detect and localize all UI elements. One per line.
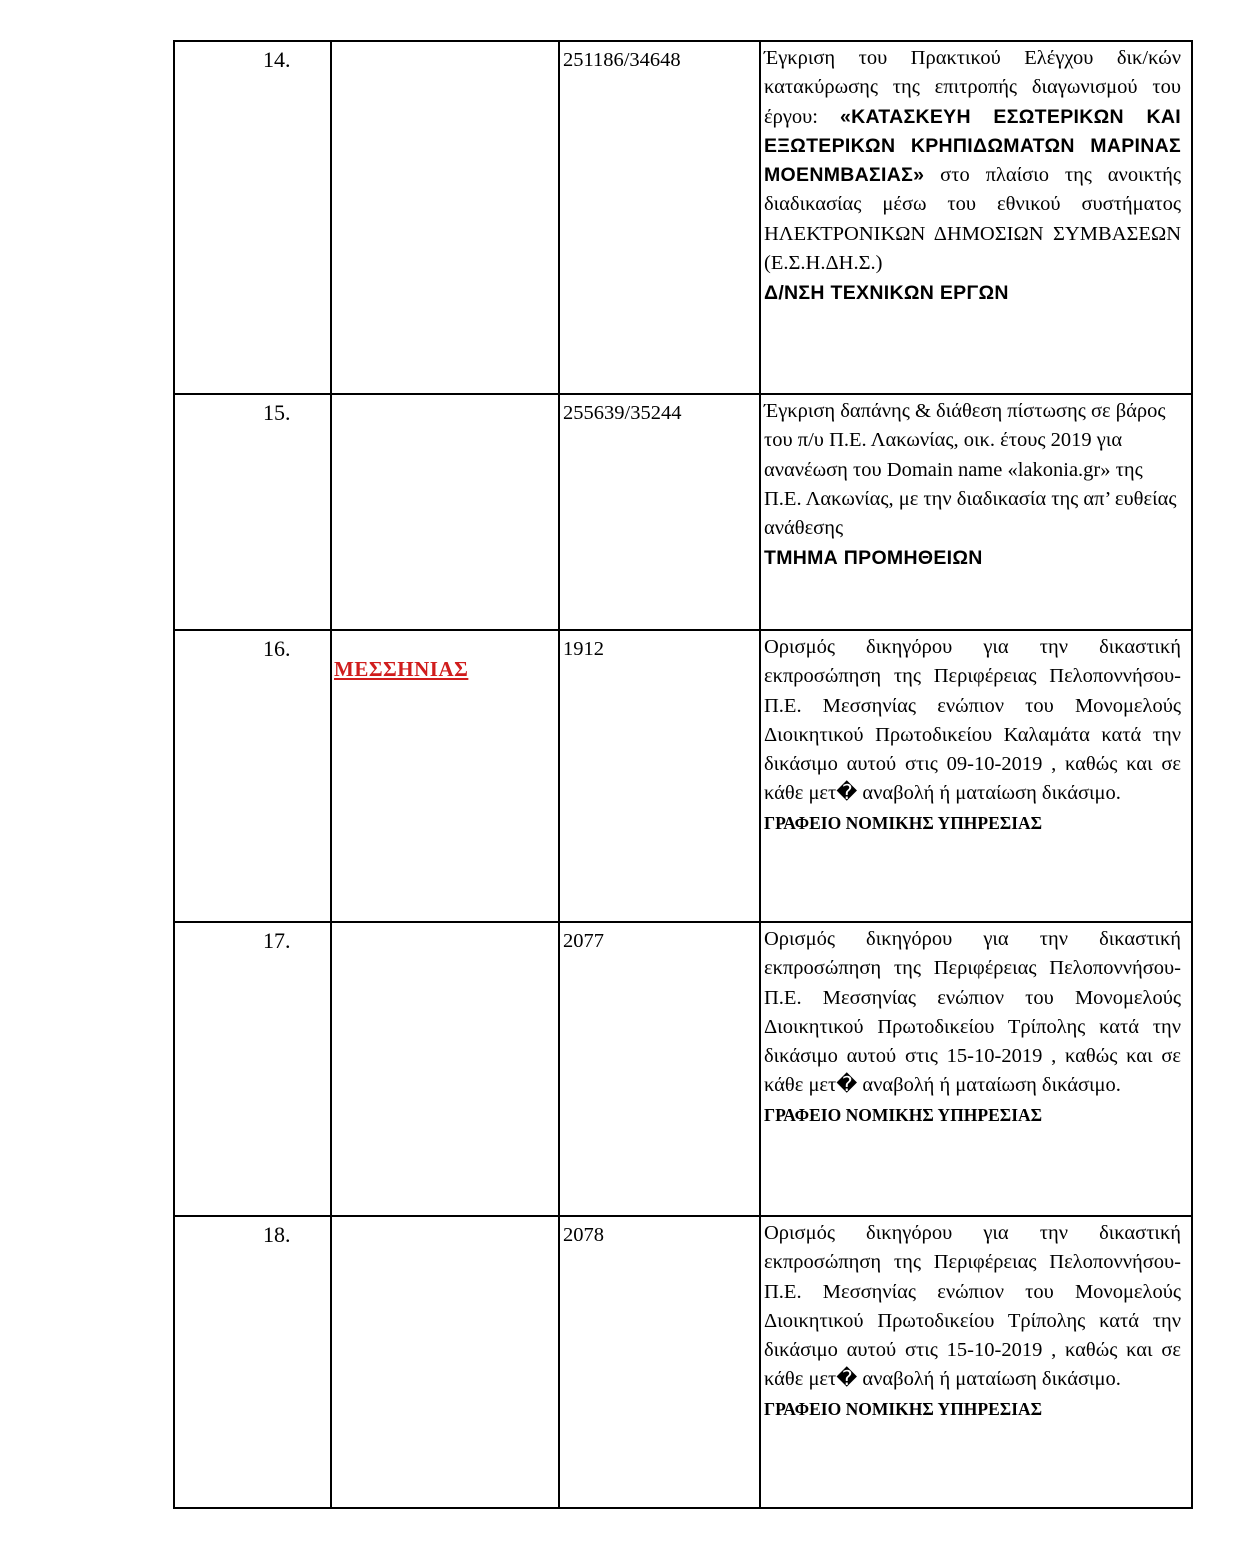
unit-cell — [331, 922, 559, 1216]
subject-text: Έγκριση δαπάνης & διάθεση πίστωσης σε βάρος του π/υ Π.Ε. Λακωνίας, οικ. έτους 2019 για ανανέωση του Domain name «lakonia.gr» της Π.Ε. Λακωνίας, με την διαδικασία της απ’ ευθείας ανάθεσης — [764, 400, 1177, 540]
department-label: ΓΡΑΦΕΙΟ ΝΟΜΙΚΗΣ ΥΠΗΡΕΣΙΑΣ — [764, 812, 1043, 833]
table-row — [174, 394, 1192, 630]
item-number-cell — [174, 922, 331, 1216]
protocol-number: 1912 — [563, 638, 604, 660]
item-number: 15. — [263, 400, 291, 425]
subject-text: Ορισμός δικηγόρου για την δικαστική εκπροσώπηση της Περιφέρειας Πελοποννήσου-Π.Ε. Μεσσηνίας ενώπιον του Μονομελούς Διοικητικού Πρωτοδικείου Καλαμάτα κατά την δικάσιμο αυτού στις 09-10-2019 , καθώς και σε κάθε μετ� αναβολή ή ματαίωση δικάσιμο. — [764, 636, 1181, 805]
subject-rest: στο πλαίσιο της ανοικτής διαδικασίας μέσω του εθνικού συστήματος ΗΛΕΚΤΡΟΝΙΚΩΝ ΔΗΜΟΣΙΩΝ ΣΥΜΒΑΣΕΩΝ (Ε.Σ.Η.ΔΗ.Σ.) — [764, 164, 1181, 275]
item-number-cell — [174, 394, 331, 630]
item-number: 16. — [263, 636, 291, 661]
item-number-cell — [174, 41, 331, 394]
unit-cell — [331, 1216, 559, 1508]
unit-cell — [331, 630, 559, 922]
protocol-cell — [559, 922, 760, 1216]
protocol-number: 2077 — [563, 930, 604, 952]
subject-project-title: «ΚΑΤΑΣΚΕΥΗ ΕΣΩΤΕΡΙΚΩΝ ΚΑΙ ΕΞΩΤΕΡΙΚΩΝ ΚΡΗΠΙΔΩΜΑΤΩΝ ΜΑΡΙΝΑΣ ΜΟΕΝΜΒΑΣΙΑΣ» — [764, 105, 1182, 187]
subject-text: Ορισμός δικηγόρου για την δικαστική εκπροσώπηση της Περιφέρειας Πελοποννήσου-Π.Ε. Μεσσηνίας ενώπιον του Μονομελούς Διοικητικού Πρωτοδικείου Τρίπολης κατά την δικάσιμο αυτού στις 15-10-2019 , καθώς και σε κάθε μετ� αναβολή ή ματαίωση δικάσιμο. — [764, 928, 1181, 1097]
department-label: ΓΡΑΦΕΙΟ ΝΟΜΙΚΗΣ ΥΠΗΡΕΣΙΑΣ — [764, 1398, 1043, 1419]
agenda-table — [173, 40, 1193, 1509]
table-row — [174, 922, 1192, 1216]
subject-text — [761, 42, 1191, 278]
subject-cell — [760, 922, 1192, 1216]
subject-intro: Έγκριση του Πρακτικού Ελέγχου δικ/κών κατακύρωσης της επιτροπής διαγωνισμού του έργου: — [764, 47, 1181, 128]
protocol-cell — [559, 1216, 760, 1508]
department-label: ΓΡΑΦΕΙΟ ΝΟΜΙΚΗΣ ΥΠΗΡΕΣΙΑΣ — [764, 1104, 1043, 1125]
unit-cell — [331, 394, 559, 630]
item-number-cell — [174, 630, 331, 922]
department-label: Δ/ΝΣΗ ΤΕΧΝΙΚΩΝ ΕΡΓΩΝ — [764, 282, 1009, 305]
unit-cell — [331, 41, 559, 394]
item-number: 14. — [263, 47, 291, 72]
table-row — [174, 1216, 1192, 1508]
subject-cell — [760, 1216, 1192, 1508]
subject-cell — [760, 630, 1192, 922]
subject-cell — [760, 394, 1192, 630]
protocol-cell — [559, 630, 760, 922]
unit-label-messinia: ΜΕΣΣΗΝΙΑΣ — [334, 657, 469, 681]
protocol-number: 255639/35244 — [563, 402, 682, 424]
item-number: 18. — [263, 1222, 291, 1247]
protocol-cell — [559, 394, 760, 630]
table-row — [174, 41, 1192, 394]
table-row — [174, 630, 1192, 922]
protocol-number: 2078 — [563, 1224, 604, 1246]
department-label: ΤΜΗΜΑ ΠΡΟΜΗΘΕΙΩΝ — [764, 547, 983, 570]
protocol-cell — [559, 41, 760, 394]
item-number-cell — [174, 1216, 331, 1508]
item-number: 17. — [263, 928, 291, 953]
subject-text: Ορισμός δικηγόρου για την δικαστική εκπροσώπηση της Περιφέρειας Πελοποννήσου-Π.Ε. Μεσσηνίας ενώπιον του Μονομελούς Διοικητικού Πρωτοδικείου Τρίπολης κατά την δικάσιμο αυτού στις 15-10-2019 , καθώς και σε κάθε μετ� αναβολή ή ματαίωση δικάσιμο. — [764, 1222, 1181, 1391]
subject-cell — [760, 41, 1192, 394]
protocol-number: 251186/34648 — [563, 49, 681, 71]
